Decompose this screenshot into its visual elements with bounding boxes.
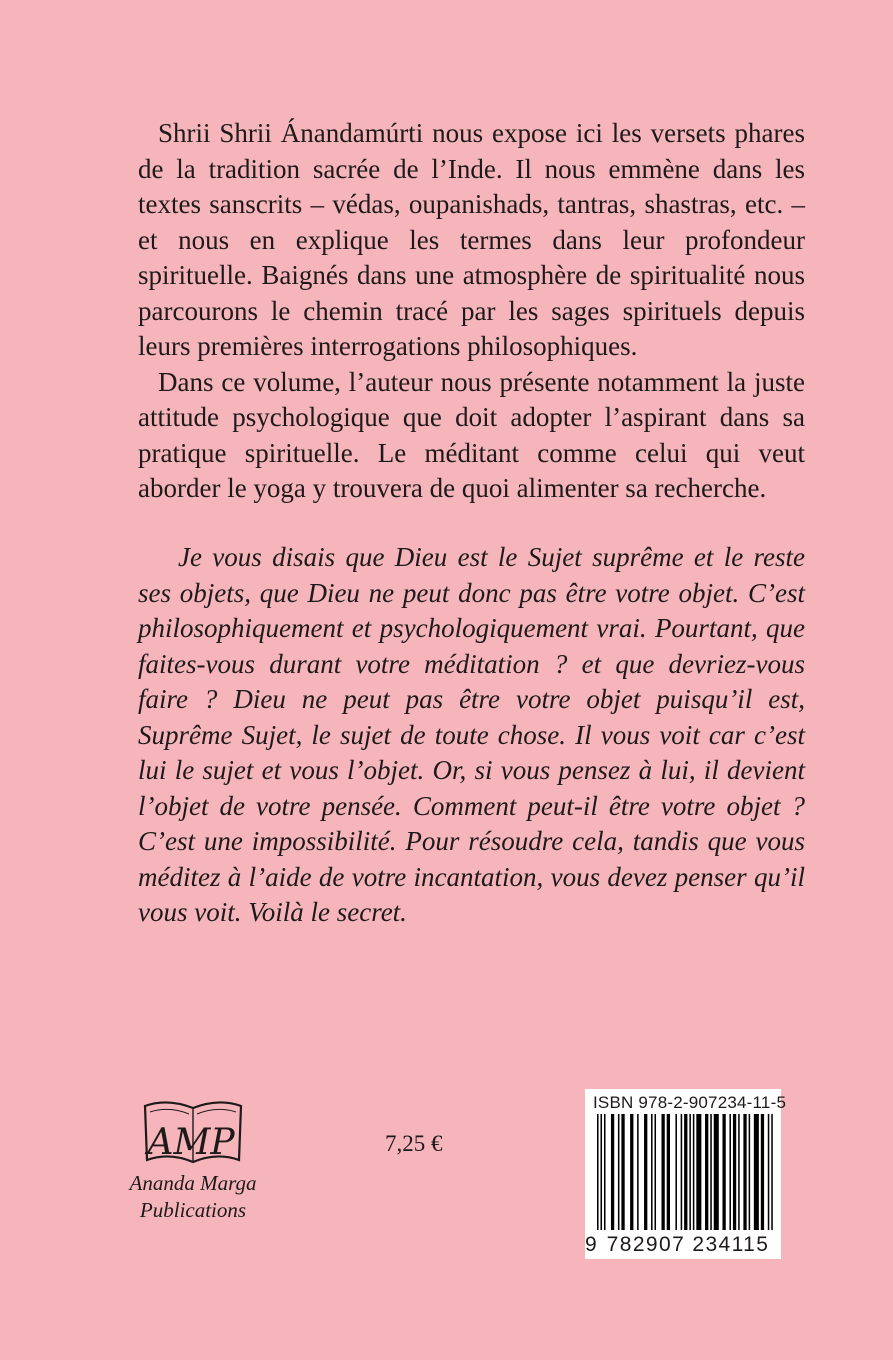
barcode-bars	[597, 1114, 773, 1240]
ean-first-digit: 9	[585, 1233, 597, 1256]
barcode-bar	[714, 1114, 719, 1230]
blurb-paragraph-2: Dans ce volume, l’auteur nous présente notamment la juste attitude psychologique que doit adopter l’aspirant dans sa pratique spirituelle. Le méditant comme celui qui veut aborder le yoga y trouvera de quoi alimenter sa recherche.	[138, 366, 805, 503]
barcode-bar	[681, 1114, 683, 1230]
price-label: 7,25 €	[385, 1131, 443, 1156]
barcode-bar	[743, 1114, 746, 1230]
barcode-bar	[667, 1114, 670, 1230]
barcode-bar	[761, 1114, 764, 1230]
publisher-name-line2: Publications	[139, 1198, 247, 1222]
back-cover-blurb	[138, 116, 805, 507]
blurb-paragraph-1: Shrii Shrii Ánandamúrti nous expose ici les versets phares de la tradition sacrée de l’Inde. Il nous emmène dans les textes sanscrits – védas, oupanishads, tantras, shastras, etc. – et nous en explique les termes dans leur profondeur spirituelle. Baignés dans une atmosphère de spiritualité nous parcourons le chemin tracé par les sages spirituels depuis leurs premières interrogations philosophiques.	[138, 118, 805, 361]
barcode-bar	[705, 1114, 708, 1230]
barcode-bar	[621, 1114, 624, 1230]
barcode-panel	[585, 1089, 787, 1259]
barcode-bar	[684, 1114, 687, 1230]
quote-block	[138, 540, 805, 931]
logo-letters: AMP	[147, 1122, 235, 1163]
barcode-bar	[738, 1114, 740, 1230]
barcode-bar	[710, 1114, 712, 1230]
barcode-bar	[729, 1114, 731, 1230]
barcode-bar	[696, 1114, 701, 1230]
barcode-bar	[754, 1114, 759, 1230]
open-book-logo-icon	[141, 1100, 245, 1170]
barcode-bar	[661, 1114, 664, 1230]
barcode-bar	[749, 1114, 751, 1230]
barcode-bar	[733, 1114, 736, 1230]
barcode-bar	[630, 1114, 633, 1230]
isbn-label: ISBN 978-2-907234-11-5	[593, 1093, 787, 1112]
barcode-bar	[597, 1114, 599, 1230]
barcode-bar	[689, 1114, 691, 1230]
barcode-bar	[637, 1114, 639, 1230]
publisher-name-line1: Ananda Marga	[129, 1171, 257, 1195]
barcode-bar	[644, 1114, 647, 1230]
barcode-bar	[768, 1114, 770, 1230]
barcode-bar	[722, 1114, 725, 1230]
barcode-bar	[618, 1114, 620, 1230]
barcode-bar	[693, 1114, 695, 1230]
barcode-bar	[604, 1114, 606, 1230]
barcode-bar	[611, 1114, 614, 1230]
barcode-bar	[771, 1114, 773, 1230]
ean-digits: 782907 234115	[606, 1233, 770, 1256]
barcode-bar	[651, 1114, 653, 1230]
barcode-bar	[675, 1114, 677, 1230]
publisher-logo	[118, 1100, 268, 1224]
quote-text: Je vous disais que Dieu est le Sujet suprême et le reste ses objets, que Dieu ne peut donc pas être votre objet. C’est philosophiquement et psychologiquement vrai. Pourtant, que faites-vous durant votre méditation ? et que devriez-vous faire ? Dieu ne peut pas être votre objet puisqu’il est, Suprême Sujet, le sujet de toute chose. Il vous voit car c’est lui le sujet et vous l’objet. Or, si vous pensez à lui, il devient l’objet de votre pensée. Comment peut-il être votre objet ? C’est une impossibilité. Pour résoudre cela, tandis que vous méditez à l’aide de votre incantation, vous devez penser qu’il vous voit. Voilà le secret.	[138, 542, 805, 927]
barcode-bar	[655, 1114, 657, 1230]
barcode-bar	[600, 1114, 602, 1230]
